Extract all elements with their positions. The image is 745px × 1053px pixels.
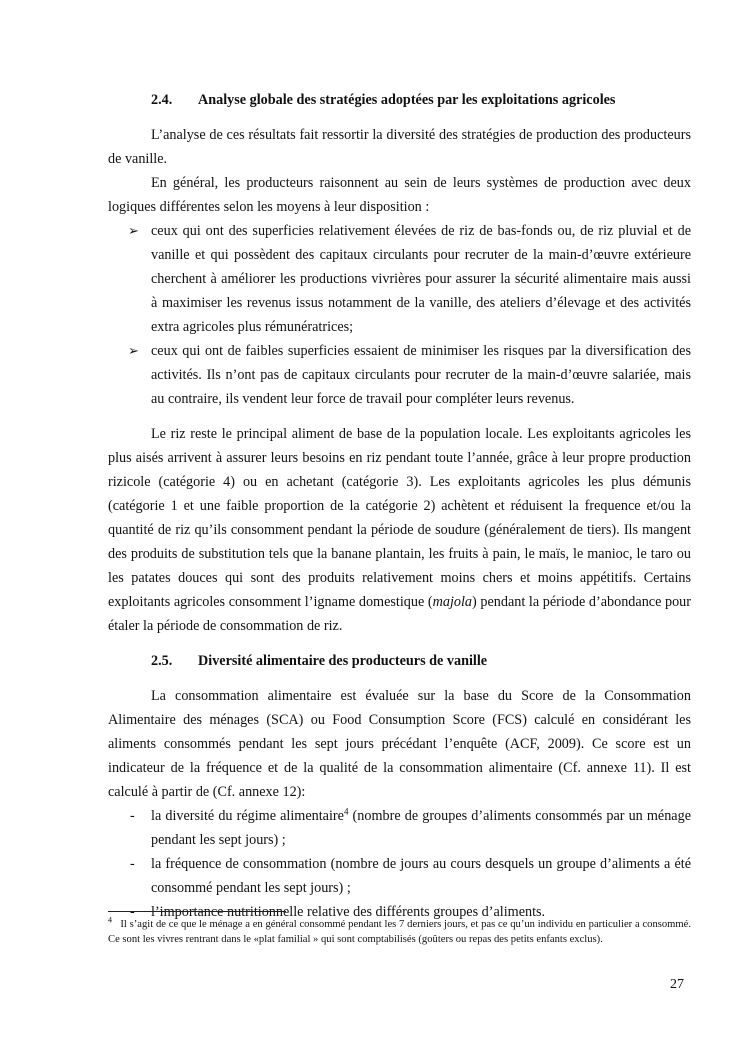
footnote-marker: 4 — [108, 915, 112, 925]
footnote-divider — [108, 911, 286, 912]
list-item: ➢ ceux qui ont de faibles superficies essaient de minimiser les risques par la diversification des activités. Ils n’ont pas de capitaux circulants pour recruter de la main-d’œuvre salariée, mais au contraire, ils vendent leur force de travail pour compléter leurs revenus. — [108, 339, 691, 411]
dash-bullet: - — [130, 808, 135, 824]
bullet-list — [108, 219, 691, 411]
section-heading-2-4 — [108, 88, 691, 112]
page-number: 27 — [670, 977, 684, 992]
paragraph: Le riz reste le principal aliment de base de la population locale. Les exploitants agricoles les plus aisés arrivent à assurer leurs besoins en riz pendant toute l’année, grâce à leur propre production rizicole (catégorie 4) ou en achetant (catégorie 3). Les exploitants agricoles les plus démunis (catégorie 1 et une faible proportion de la catégorie 2) achètent et réduisent la frequence et/ou la quantité de riz qu’ils consomment pendant la période de soudure (généralement de tiers). Ils mangent des produits de substitution tels que la banane plantain, les fruits à pain, le maïs, le manioc, le taro ou les patates douces qui sont des produits relativement moins chers et moins appétitifs. Certains exploitants agricoles consomment l’igname domestique (majola) pendant la période d’abondance pour étaler la période de consommation de riz. — [108, 426, 691, 634]
footnote: $^4$ Il s’agit de ce que le ménage a en général consommé pendant les 7 derniers jours, et pas ce qu’un individu en particulier a consommé. Ce sont les vivres rentrant dans le «plat familial » qui sont comptabilisés (goûters ou repas des petits enfants exclus). — [108, 915, 692, 945]
dash-bullet: - — [130, 856, 135, 872]
list-item: ➢ ceux qui ont des superficies relativement élevées de riz de bas-fonds ou, de riz pluvial et de vanille et qui possèdent des capitaux circulants pour recruter de la main-d’œuvre extérieure cherchent à améliorer les productions vivrières pour assurer la sécurité alimentaire mais aussi à maximiser les revenus issus notamment de la vanille, des ateliers d’élevage et des activités extra agricoles plus rémunératrices; — [108, 219, 691, 339]
footnote-ref: 4 — [343, 806, 349, 817]
arrow-bullet-icon: ➢ — [128, 223, 139, 238]
arrow-bullet-icon: ➢ — [128, 343, 139, 358]
paragraph: En général, les producteurs raisonnent au sein de leurs systèmes de production avec deux logiques différentes selon les moyens à leur disposition : — [108, 175, 691, 215]
paragraph: L’analyse de ces résultats fait ressortir la diversité des stratégies de production des producteurs de vanille. — [108, 127, 691, 167]
section-heading-2-5 — [108, 649, 691, 673]
section-number: 2.5. — [151, 653, 173, 669]
section-2-4 — [108, 88, 691, 924]
dash-bullet: - — [130, 904, 135, 920]
section-title: Diversité alimentaire des producteurs de vanille — [198, 653, 488, 669]
section-number: 2.4. — [151, 92, 173, 108]
list-item: - l’importance nutritionnelle relative des différents groupes d’aliments. — [108, 900, 691, 924]
section-title: Analyse globale des stratégies adoptées par les exploitations agricoles — [198, 92, 616, 108]
dash-list — [108, 804, 691, 924]
list-item: - la fréquence de consommation (nombre de jours au cours desquels un groupe d’aliments a été consommé pendant les sept jours) ; — [108, 852, 691, 900]
list-item: - la diversité du régime alimentaire$^4$ (nombre de groupes d’aliments consommés par un ménage pendant les sept jours) ; — [108, 804, 691, 852]
paragraph: La consommation alimentaire est évaluée sur la base du Score de la Consommation Alimentaire des ménages (SCA) ou Food Consumption Score (FCS) calculé en considérant les aliments consommés pendant les sept jours précédant l’enquête (ACF, 2009). Ce score est un indicateur de la fréquence et de la qualité de la consommation alimentaire (Cf. annexe 11). Il est calculé à partir de (Cf. annexe 12): — [108, 688, 691, 800]
